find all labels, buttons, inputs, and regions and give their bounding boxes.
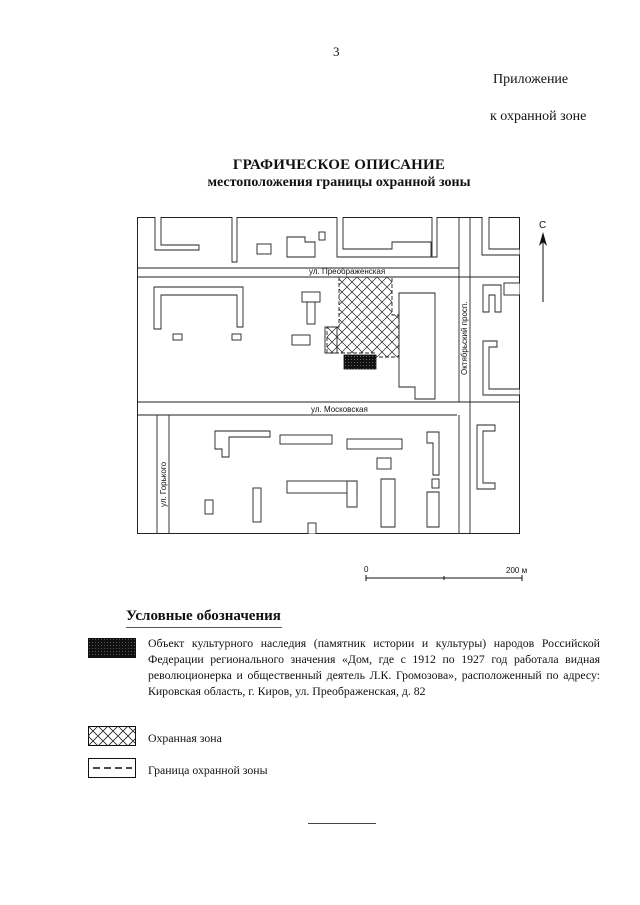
page-number: 3 (333, 44, 340, 59)
north-label: С (539, 220, 547, 231)
legend-heritage-text: Объект культурного наследия (памятник истории и культуры) народов Российской Федерации регионального значения «Дом, где с 1912 по 1927 год работала видная революционерка и общественный деятель Л.К. Громозова», расположенный по адресу: Кировская область, г. Киров, ул. Преображенская, д. 82 (148, 636, 600, 698)
legend-heritage-symbol-icon (88, 638, 136, 658)
scale-start-label: 0 (364, 565, 369, 574)
scale-end-label: 200 м (506, 566, 528, 575)
bottom-divider (308, 823, 376, 824)
document-subtitle: местоположения границы охранной зоны (207, 175, 471, 190)
document-title: ГРАФИЧЕСКОЕ ОПИСАНИЕ (232, 157, 446, 173)
appendix-line-2: к охранной зоне (490, 109, 587, 124)
legend-dashed-line-symbol-icon (88, 758, 136, 778)
legend-heading: Условные обозначения (126, 608, 281, 624)
legend-zone-text: Охранная зона (148, 731, 222, 745)
legend-heading-underline (126, 627, 282, 628)
street-label-gorkogo: ул. Горького (159, 461, 168, 507)
north-arrow-icon (532, 216, 554, 306)
site-map (137, 217, 520, 534)
appendix-line-1: Приложение (493, 72, 569, 87)
street-label-moskovskaya: ул. Московская (311, 405, 368, 414)
street-label-oktyabrsky: Октябрьский просп. (460, 301, 469, 375)
legend-boundary-text: Граница охранной зоны (148, 763, 268, 777)
legend-crosshatch-symbol-icon (88, 726, 136, 746)
heritage-object-marker (344, 355, 376, 369)
scale-bar (362, 563, 540, 585)
street-label-preobrazhenskaya: ул. Преображенская (309, 267, 386, 276)
